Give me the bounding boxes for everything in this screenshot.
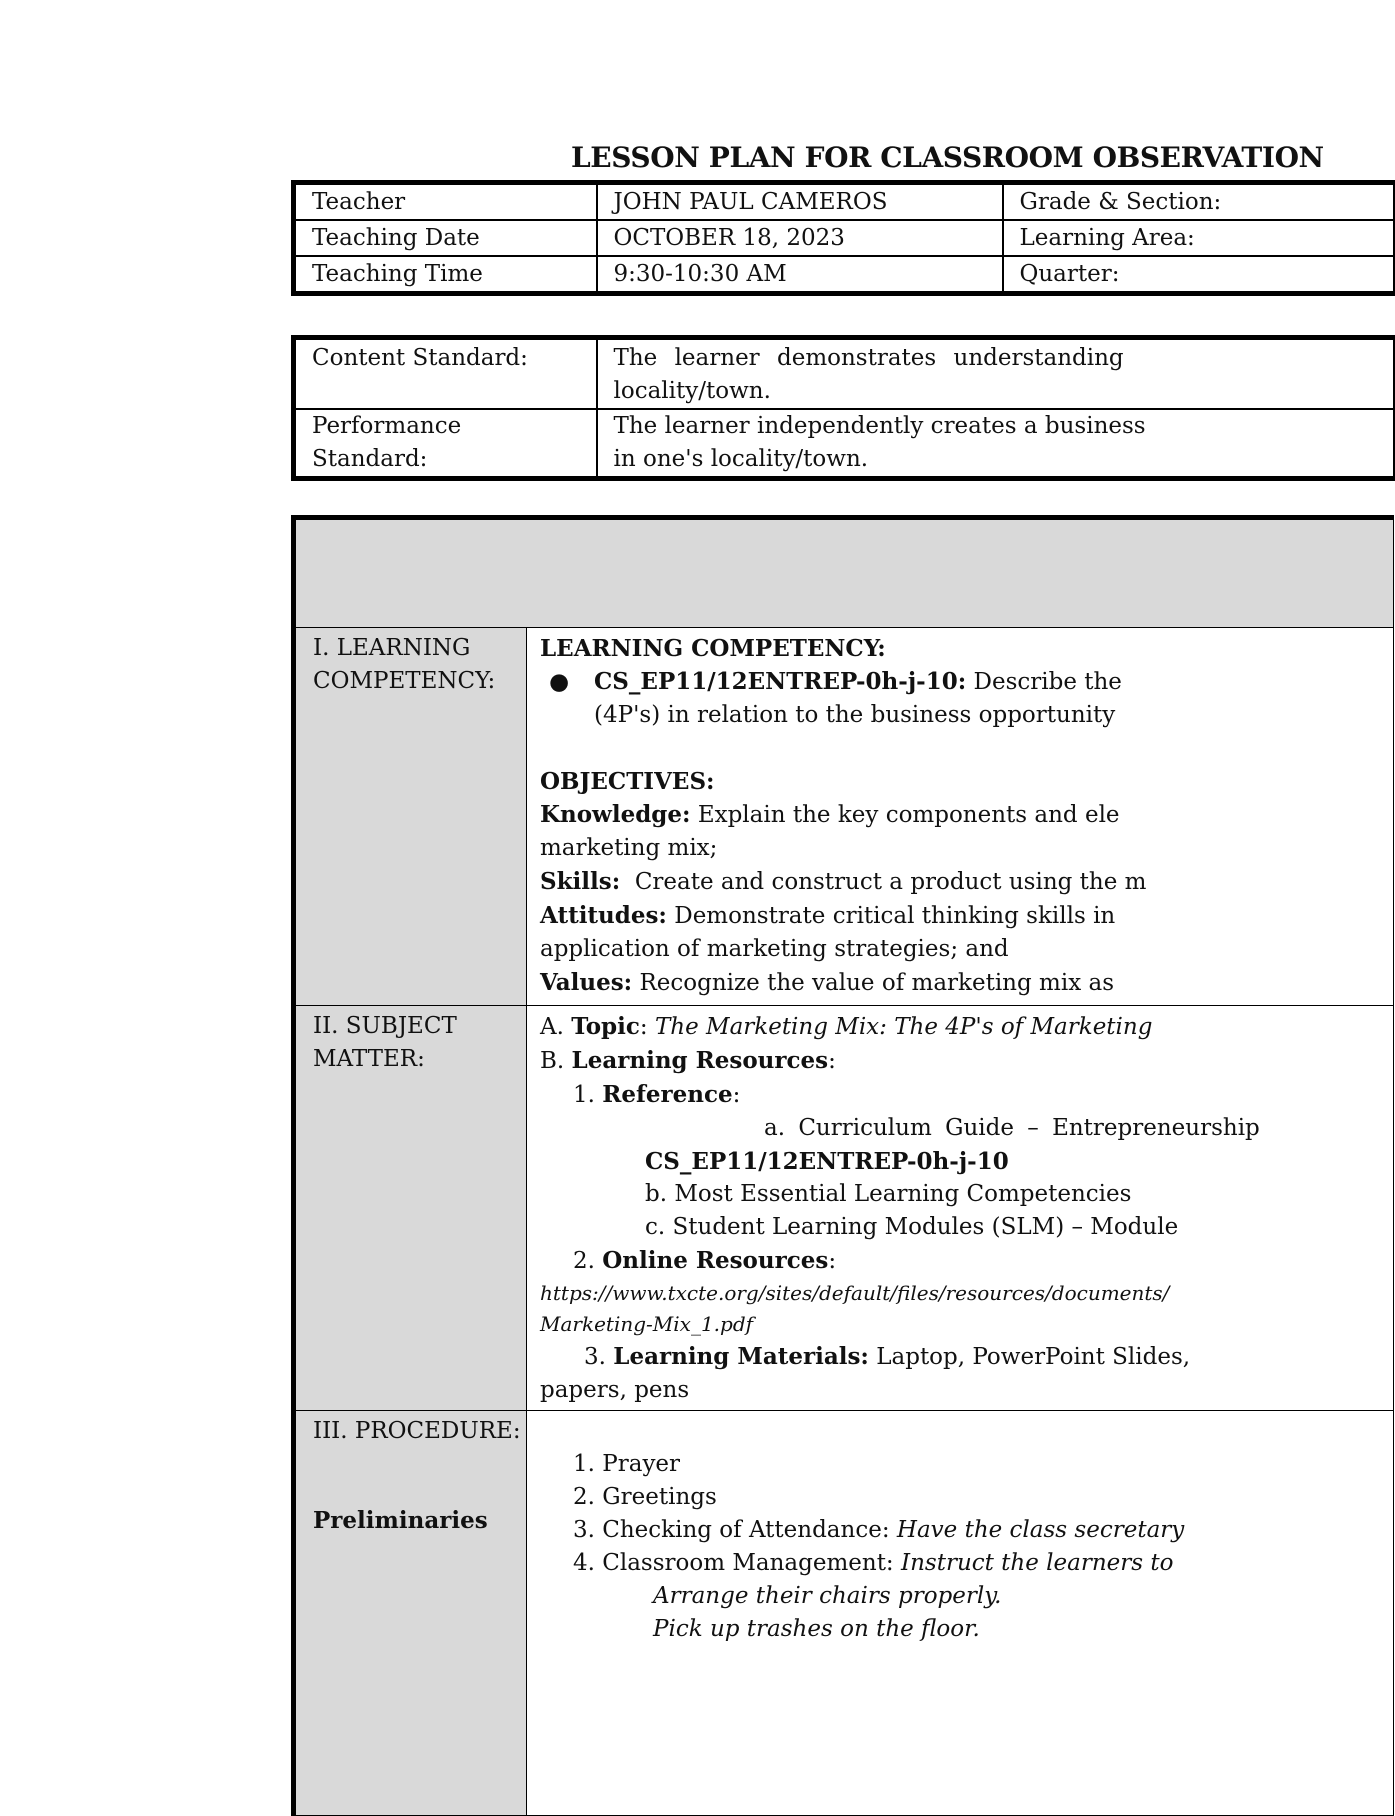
knowledge-text: Explain the key components and ele bbox=[690, 802, 1120, 828]
procedure-item-attendance bbox=[540, 1514, 1393, 1547]
teaching-time-value: 9:30-10:30 AM bbox=[597, 256, 1003, 294]
management-text: Instruct the learners to bbox=[901, 1550, 1174, 1576]
subject-matter-content bbox=[527, 1006, 1394, 1411]
teacher-info-table bbox=[291, 180, 1222, 302]
procedure-item-greetings: 2. Greetings bbox=[573, 1484, 717, 1510]
reference-line bbox=[540, 1078, 1393, 1112]
knowledge-label: Knowledge: bbox=[540, 801, 691, 828]
attitudes-label: Attitudes: bbox=[540, 902, 667, 929]
teacher-label: Teacher bbox=[294, 183, 597, 221]
teaching-time-label: Teaching Time bbox=[294, 256, 597, 294]
procedure-label: III. PROCEDURE: bbox=[313, 1418, 521, 1444]
subject-matter-label: II. SUBJECT MATTER: bbox=[294, 1006, 527, 1411]
competency-code: CS_EP11/12ENTREP-0h-j-10: bbox=[594, 668, 967, 695]
topic-colon: : bbox=[639, 1014, 655, 1040]
objective-skills bbox=[540, 865, 1393, 899]
topic-line bbox=[540, 1010, 1393, 1044]
content-standard-text bbox=[597, 338, 1394, 410]
table-row bbox=[294, 220, 1394, 256]
skills-label: Skills: bbox=[540, 868, 621, 895]
table-row bbox=[294, 1006, 1394, 1411]
table-row bbox=[294, 183, 1394, 221]
values-label: Values: bbox=[540, 969, 633, 996]
table-header-cell bbox=[294, 518, 1394, 628]
competency-bullet bbox=[540, 665, 1393, 699]
materials-line bbox=[540, 1340, 1393, 1374]
objective-attitudes bbox=[540, 899, 1393, 933]
topic-text: The Marketing Mix: The 4P's of Marketing bbox=[654, 1014, 1153, 1040]
content-standard-label: Content Standard: bbox=[294, 338, 597, 410]
resources-line bbox=[540, 1044, 1393, 1078]
management-sub2: Pick up trashes on the floor. bbox=[653, 1616, 980, 1642]
preliminaries-label: Preliminaries bbox=[313, 1507, 488, 1534]
materials-line2: papers, pens bbox=[540, 1377, 690, 1403]
table-row bbox=[294, 1411, 1394, 1816]
spacer bbox=[540, 732, 1393, 765]
procedure-item-prayer: 1. Prayer bbox=[573, 1451, 681, 1477]
performance-standard-line1: The learner independently creates a business bbox=[613, 413, 1146, 439]
table-row bbox=[294, 338, 1394, 410]
page-title: LESSON PLAN FOR CLASSROOM OBSERVATION bbox=[571, 141, 1324, 174]
materials-text: Laptop, PowerPoint Slides, bbox=[868, 1344, 1191, 1370]
learning-competency-label: I. LEARNING COMPETENCY: bbox=[294, 628, 527, 1006]
reference-a: a. Curriculum Guide – Entrepreneurship bbox=[764, 1115, 1260, 1141]
objectives-heading: OBJECTIVES: bbox=[540, 768, 715, 795]
skills-text: Create and construct a product using the m bbox=[620, 869, 1147, 895]
online-resources-line bbox=[540, 1244, 1393, 1278]
management-sub1: Arrange their chairs properly. bbox=[653, 1583, 1002, 1609]
topic-label: Topic bbox=[571, 1013, 640, 1040]
table-row bbox=[294, 256, 1394, 294]
materials-prefix: 3. bbox=[584, 1344, 614, 1370]
learning-competency-heading: LEARNING COMPETENCY: bbox=[540, 635, 886, 662]
grade-section-label: Grade & Section: bbox=[1003, 183, 1394, 221]
performance-standard-text bbox=[597, 409, 1394, 479]
online-prefix: 2. bbox=[573, 1248, 603, 1274]
attendance-text: Have the class secretary bbox=[896, 1517, 1185, 1543]
bullet-icon: ● bbox=[549, 669, 570, 695]
resources-prefix: B. bbox=[540, 1048, 572, 1074]
lesson-plan-table bbox=[291, 515, 1260, 1698]
values-text: Recognize the value of marketing mix as bbox=[632, 970, 1114, 996]
content-standard-line2: locality/town. bbox=[613, 378, 771, 404]
reference-prefix: 1. bbox=[573, 1082, 603, 1108]
teaching-date-value: OCTOBER 18, 2023 bbox=[597, 220, 1003, 256]
objective-knowledge-line2: marketing mix; bbox=[540, 835, 718, 861]
attendance-prefix: 3. Checking of Attendance: bbox=[573, 1517, 897, 1543]
teacher-value: JOHN PAUL CAMEROS bbox=[597, 183, 1003, 221]
procedure-label-cell bbox=[294, 1411, 527, 1816]
attitudes-text: Demonstrate critical thinking skills in bbox=[666, 903, 1116, 929]
procedure-item-management bbox=[540, 1547, 1393, 1580]
table-header-row bbox=[294, 518, 1394, 628]
reference-b: b. Most Essential Learning Competencies bbox=[645, 1181, 1132, 1207]
reference-c: c. Student Learning Modules (SLM) – Module bbox=[645, 1214, 1179, 1240]
materials-label: Learning Materials: bbox=[613, 1343, 869, 1370]
competency-text: Describe the bbox=[966, 669, 1122, 695]
performance-standard-label bbox=[294, 409, 597, 479]
objective-attitudes-line2: application of marketing strategies; and bbox=[540, 936, 1009, 962]
resources-label: Learning Resources bbox=[571, 1047, 829, 1074]
objective-values bbox=[540, 966, 1393, 1000]
standards-table bbox=[291, 335, 1200, 485]
learning-area-label: Learning Area: bbox=[1003, 220, 1394, 256]
quarter-label: Quarter: bbox=[1003, 256, 1394, 294]
management-prefix: 4. Classroom Management: bbox=[573, 1550, 901, 1576]
online-colon: : bbox=[828, 1248, 837, 1274]
performance-standard-line2: in one's locality/town. bbox=[613, 446, 869, 472]
reference-a-code: CS_EP11/12ENTREP-0h-j-10 bbox=[645, 1148, 1009, 1175]
competency-text-line2: (4P's) in relation to the business opportunity bbox=[594, 702, 1116, 728]
procedure-content bbox=[527, 1411, 1394, 1816]
online-url-line1[interactable]: https://www.txcte.org/sites/default/files/resources/documents/ bbox=[540, 1281, 1170, 1305]
resources-colon: : bbox=[828, 1048, 836, 1074]
teaching-date-label: Teaching Date bbox=[294, 220, 597, 256]
reference-label: Reference bbox=[602, 1081, 733, 1108]
performance-label-line2: Standard: bbox=[312, 446, 428, 472]
table-row bbox=[294, 628, 1394, 1006]
online-resources-label: Online Resources bbox=[602, 1247, 829, 1274]
topic-prefix: A. bbox=[540, 1014, 572, 1040]
performance-label-line1: Performance bbox=[312, 413, 462, 439]
table-row bbox=[294, 409, 1394, 479]
learning-competency-content bbox=[527, 628, 1394, 1006]
objective-knowledge bbox=[540, 798, 1393, 832]
content-standard-line1: The learner demonstrates understanding bbox=[613, 345, 1124, 371]
online-url-line2[interactable]: Marketing-Mix_1.pdf bbox=[540, 1312, 754, 1336]
reference-colon: : bbox=[732, 1082, 741, 1108]
